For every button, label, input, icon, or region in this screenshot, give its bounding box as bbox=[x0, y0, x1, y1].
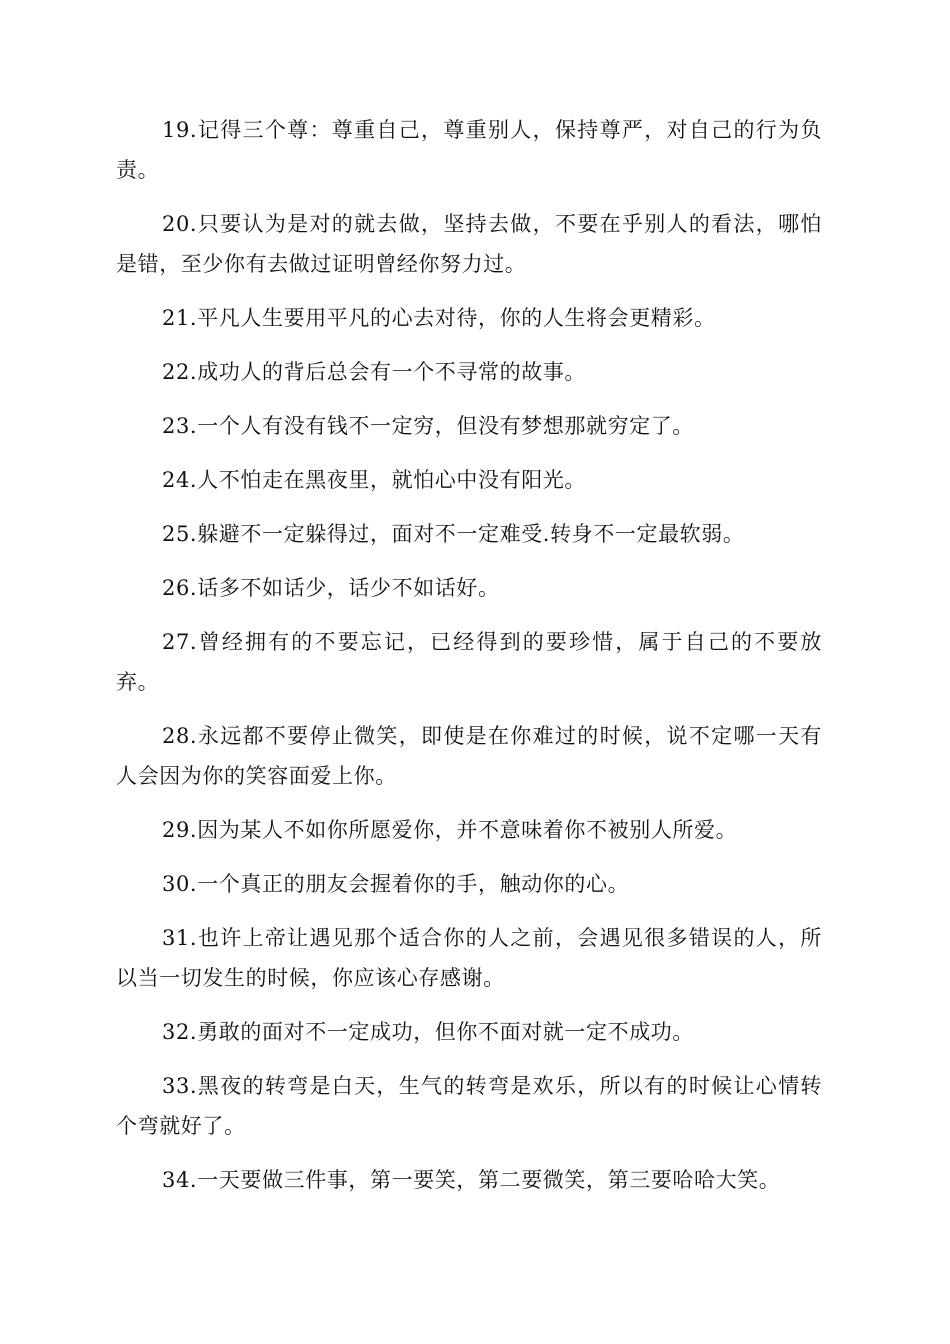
paragraph-32: 32.勇敢的面对不一定成功，但你不面对就一定不成功。 bbox=[162, 1020, 694, 1044]
paragraph-25: 25.躲避不一定躲得过，面对不一定难受.转身不一定最软弱。 bbox=[162, 522, 745, 546]
paragraph-33: 33.黑夜的转弯是白天，生气的转弯是欢乐，所以有的时候让心情转个弯就好了。 bbox=[116, 1074, 822, 1138]
paragraph-22: 22.成功人的背后总会有一个不寻常的故事。 bbox=[162, 360, 586, 384]
paragraph-19: 19.记得三个尊：尊重自己，尊重别人，保持尊严，对自己的行为负责。 bbox=[116, 118, 822, 182]
paragraph-26: 26.话多不如话少，话少不如话好。 bbox=[162, 576, 500, 600]
paragraph-27: 27.曾经拥有的不要忘记，已经得到的要珍惜，属于自己的不要放弃。 bbox=[116, 630, 822, 694]
paragraph-31: 31.也许上帝让遇见那个适合你的人之前，会遇见很多错误的人，所以当一切发生的时候，你应该心存感谢。 bbox=[116, 926, 822, 990]
paragraph-20: 20.只要认为是对的就去做，坚持去做，不要在乎别人的看法，哪怕是错，至少你有去做过证明曾经你努力过。 bbox=[116, 212, 822, 276]
paragraph-24: 24.人不怕走在黑夜里，就怕心中没有阳光。 bbox=[162, 468, 586, 492]
paragraph-34: 34.一天要做三件事，第一要笑，第二要微笑，第三要哈哈大笑。 bbox=[162, 1168, 781, 1192]
paragraph-21: 21.平凡人生要用平凡的心去对待，你的人生将会更精彩。 bbox=[162, 306, 716, 330]
paragraph-28: 28.永远都不要停止微笑，即使是在你难过的时候，说不定哪一天有人会因为你的笑容面爱上你。 bbox=[116, 724, 822, 788]
document-body bbox=[116, 110, 822, 1214]
paragraph-23: 23.一个人有没有钱不一定穷，但没有梦想那就穷定了。 bbox=[162, 414, 694, 438]
paragraph-29: 29.因为某人不如你所愿爱你，并不意味着你不被别人所爱。 bbox=[162, 818, 738, 842]
paragraph-30: 30.一个真正的朋友会握着你的手，触动你的心。 bbox=[162, 872, 630, 896]
